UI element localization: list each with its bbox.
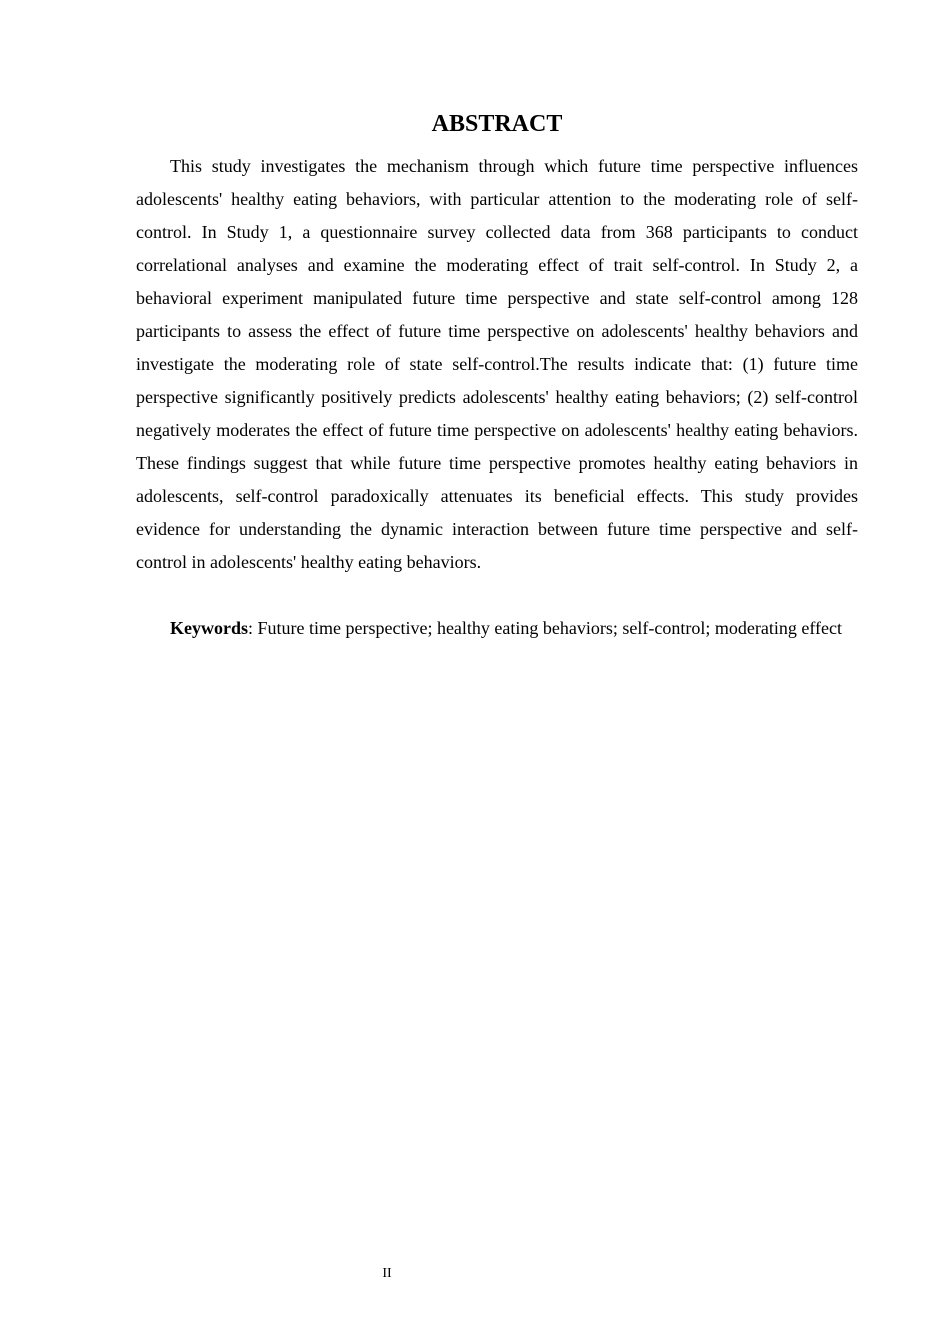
keywords-paragraph: [136, 612, 858, 645]
page-title: ABSTRACT: [431, 111, 563, 137]
abstract-paragraph: This study investigates the mechanism through which future time perspective influences adolescents' healthy eating behaviors, with particular attention to the moderating role of self-control. In Study 1, a questionnaire survey collected data from 368 participants to conduct correlational analyses and examine the moderating effect of trait self-control. In Study 2, a behavioral experiment manipulated future time perspective and state self-control among 128 participants to assess the effect of future time perspective on adolescents' healthy behaviors and investigate the moderating role of state self-control.The results indicate that: (1) future time perspective significantly positively predicts adolescents' healthy eating behaviors; (2) self-control negatively moderates the effect of future time perspective on adolescents' healthy eating behaviors. These findings suggest that while future time perspective promotes healthy eating behaviors in adolescents, self-control paradoxically attenuates its beneficial effects. This study provides evidence for understanding the dynamic interaction between future time perspective and self-control in adolescents' healthy eating behaviors.: [136, 156, 858, 572]
keywords-label: Keywords: [170, 618, 248, 638]
page-number: II: [382, 1266, 392, 1281]
keywords-list: : Future time perspective; healthy eating behaviors; self-control; moderating effect: [248, 618, 842, 638]
